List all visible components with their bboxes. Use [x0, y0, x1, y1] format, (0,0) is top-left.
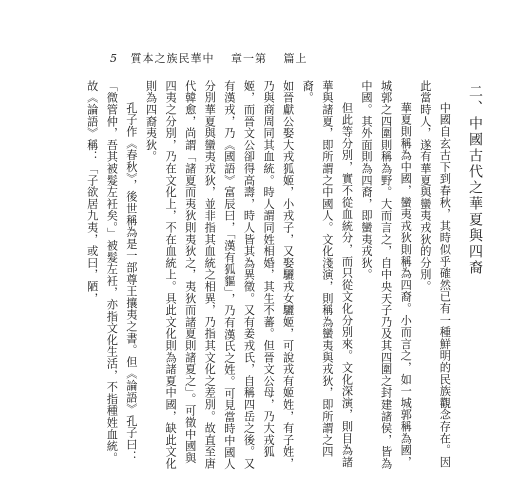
chapter-label: 章一第: [231, 52, 267, 65]
paragraph-2: 華夏則稱為中國，蠻夷戎狄則稱為四裔。小而言之，如一城郭稱為國，城郭之四圍則稱為野。大而言之，自中央天子乃及其四圍之封建諸侯，皆為中國。其外面則為四裔，即蠻夷戎狄。: [360, 80, 413, 470]
running-header: [110, 50, 308, 66]
page-number: 5: [110, 52, 118, 65]
vertical-text-block: [82, 80, 484, 470]
paragraph-1: 中國自玄古下到春秋，其時似乎確然已有一種鮮明的民族觀念存在。因此當時人，遂有華夏與蠻夷戎狄的分別。: [418, 80, 452, 469]
section-title: 二、中國古代之華夏與四裔: [467, 84, 483, 276]
book-title: 質本之族民華中: [130, 52, 215, 65]
paragraph-3: 但此等分別，實不從血統分，而只從文化分別來。文化深演，則目為諸華與諸夏，即所謂之中國人。文化淺演，則稱為蠻夷與戎狄，即所謂之四裔。: [301, 80, 354, 469]
paragraph-5: 孔子作《春秋》，後世稱為是一部尊王攘夷之書。但《論語》孔子曰：「微管仲，吾其被髮左衽矣。」被髮左衽，亦指文化生活，不指種姓血統。故《論語》稱：「子欲居九夷，或曰，陋，: [85, 80, 138, 464]
paragraph-4: 如晉獻公娶大戎狐姬，小戎子，又娶驪戎女驪姬，可說戎有姬姓，有子姓，乃與商周同其血統。時人謂同姓相婚，其生不蕃。但晉文公母，乃大戎狐姬，而晉文公卻得高壽，時人皆其為異徵。又有姜戎氏，自稱四岳之後。又有漢戎，乃《國語》富辰曰，「漢有狐貙」，乃有漢氏之姓。可見當時中國人分別華夏與蠻夷戎狄，並非指其血統之相異，乃指其文化之差別。故直至唐代韓愈，尚謂「諸夏而夷狄則夷狄之，夷狄而諸夏則諸夏之」。可徵中國與四夷之分別，乃在文化上，不在血統上。具此文化則為諸夏中國，缺此文化則為四裔夷狄。: [144, 80, 295, 470]
part-label: 篇上: [283, 52, 308, 65]
